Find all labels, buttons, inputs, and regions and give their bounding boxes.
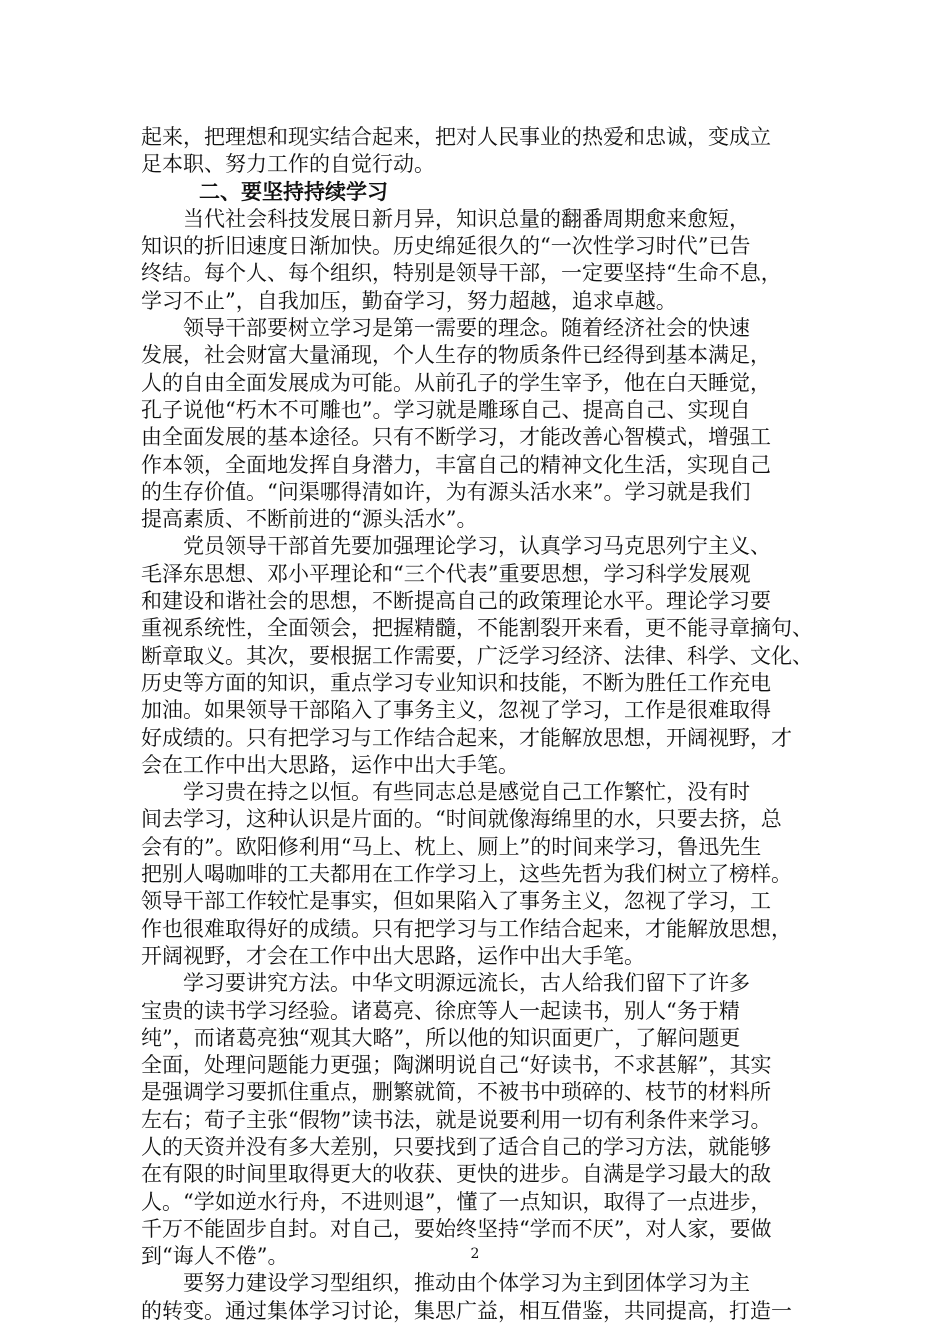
text-line: 终结。每个人、每个组织，特别是领导干部，一定要坚持“生命不息， — [141, 261, 782, 286]
text-line: 足本职、努力工作的自觉行动。 — [141, 152, 435, 177]
text-line: 断章取义。其次，要根据工作需要，广泛学习经济、法律、科学、文化、 — [141, 643, 813, 668]
section-heading: 二、要坚持持续学习 — [199, 179, 388, 204]
text-line: 学习不止”，自我加压，勤奋学习，努力超越，追求卓越。 — [141, 288, 677, 313]
text-line: 的转变。通过集体学习讨论，集思广益，相互借鉴，共同提高，打造一 — [141, 1298, 792, 1323]
text-line: 领导干部要树立学习是第一需要的理念。随着经济社会的快速 — [183, 316, 750, 341]
text-line: 人的天资并没有多大差别，只要找到了适合自己的学习方法，就能够 — [141, 1134, 771, 1159]
text-line: 毛泽东思想、邓小平理论和“三个代表”重要思想，学习科学发展观 — [141, 561, 751, 586]
text-line: 作本领，全面地发挥自身潜力，丰富自己的精神文化生活，实现自己 — [141, 452, 771, 477]
text-line: 孔子说他“朽木不可雕也”。学习就是雕琢自己、提高自己、实现自 — [141, 397, 751, 422]
text-line: 历史等方面的知识，重点学习专业知识和技能，不断为胜任工作充电 — [141, 670, 771, 695]
text-line: 左右；荀子主张“假物”读书法，就是说要利用一切有利条件来学习。 — [141, 1107, 772, 1132]
text-line: 起来，把理想和现实结合起来，把对人民事业的热爱和忠诚，变成立 — [141, 125, 771, 149]
text-line: 开阔视野，才会在工作中出大思路，运作中出大手笔。 — [141, 943, 645, 968]
text-line: 知识的折旧速度日渐加快。历史绵延很久的“一次性学习时代”已告 — [141, 234, 751, 259]
text-line: 和建设和谐社会的思想，不断提高自己的政策理论水平。理论学习要 — [141, 589, 771, 614]
text-line: 党员领导干部首先要加强理论学习，认真学习马克思列宁主义、 — [183, 534, 771, 559]
text-line: 好成绩的。只有把学习与工作结合起来，才能解放思想，开阔视野，才 — [141, 725, 792, 750]
text-line: 作也很难取得好的成绩。只有把学习与工作结合起来，才能解放思想， — [141, 916, 792, 941]
text-line: 重视系统性，全面领会，把握精髓，不能割裂开来看，更不能寻章摘句、 — [141, 616, 813, 641]
text-line: 间去学习，这种认识是片面的。“时间就像海绵里的水，只要去挤，总 — [141, 807, 782, 832]
text-line: 是强调学习要抓住重点，删繁就简，不被书中琐碎的、枝节的材料所 — [141, 1080, 771, 1105]
text-line: 到“诲人不倦”。 — [141, 1244, 289, 1269]
text-line: 由全面发展的基本途径。只有不断学习，才能改善心智模式，增强工 — [141, 425, 771, 450]
document-body — [141, 124, 813, 1325]
text-line: 领导干部工作较忙是事实，但如果陷入了事务主义，忽视了学习，工 — [141, 889, 771, 914]
text-line: 当代社会科技发展日新月异，知识总量的翻番周期愈来愈短， — [183, 206, 750, 231]
text-line: 发展，社会财富大量涌现，个人生存的物质条件已经得到基本满足， — [141, 343, 771, 368]
text-line: 加油。如果领导干部陷入了事务主义，忽视了学习，工作是很难取得 — [141, 698, 771, 723]
text-line: 要努力建设学习型组织，推动由个体学习为主到团体学习为主 — [183, 1271, 750, 1296]
text-line: 全面，处理问题能力更强；陶渊明说自己“好读书，不求甚解”，其实 — [141, 1053, 772, 1078]
page-number: 2 — [470, 1246, 480, 1262]
text-line: 学习要讲究方法。中华文明源远流长，古人给我们留下了许多 — [183, 971, 750, 996]
text-line: 的生存价值。“问渠哪得清如许，为有源头活水来”。学习就是我们 — [141, 479, 751, 504]
text-line: 在有限的时间里取得更大的收获、更快的进步。自满是学习最大的敌 — [141, 1162, 771, 1187]
text-line: 学习贵在持之以恒。有些同志总是感觉自己工作繁忙，没有时 — [183, 780, 750, 805]
text-line: 宝贵的读书学习经验。诸葛亮、徐庶等人一起读书，别人“务于精 — [141, 998, 740, 1023]
text-line: 把别人喝咖啡的工夫都用在工作学习上，这些先哲为我们树立了榜样。 — [141, 862, 792, 887]
text-line: 纯”，而诸葛亮独“观其大略”，所以他的知识面更广，了解问题更 — [141, 1025, 741, 1050]
text-line: 会有的”。欧阳修利用“马上、枕上、厕上”的时间来学习，鲁迅先生 — [141, 834, 762, 859]
text-line: 提高素质、不断前进的“源头活水”。 — [141, 507, 478, 532]
text-line: 会在工作中出大思路，运作中出大手笔。 — [141, 752, 519, 777]
text-line: 人。“学如逆水行舟，不进则退”，懂了一点知识，取得了一点进步， — [141, 1189, 772, 1214]
text-line: 人的自由全面发展成为可能。从前孔子的学生宰予，他在白天睡觉， — [141, 370, 771, 395]
text-line: 千万不能固步自封。对自己，要始终坚持“学而不厌”，对人家，要做 — [141, 1216, 772, 1241]
